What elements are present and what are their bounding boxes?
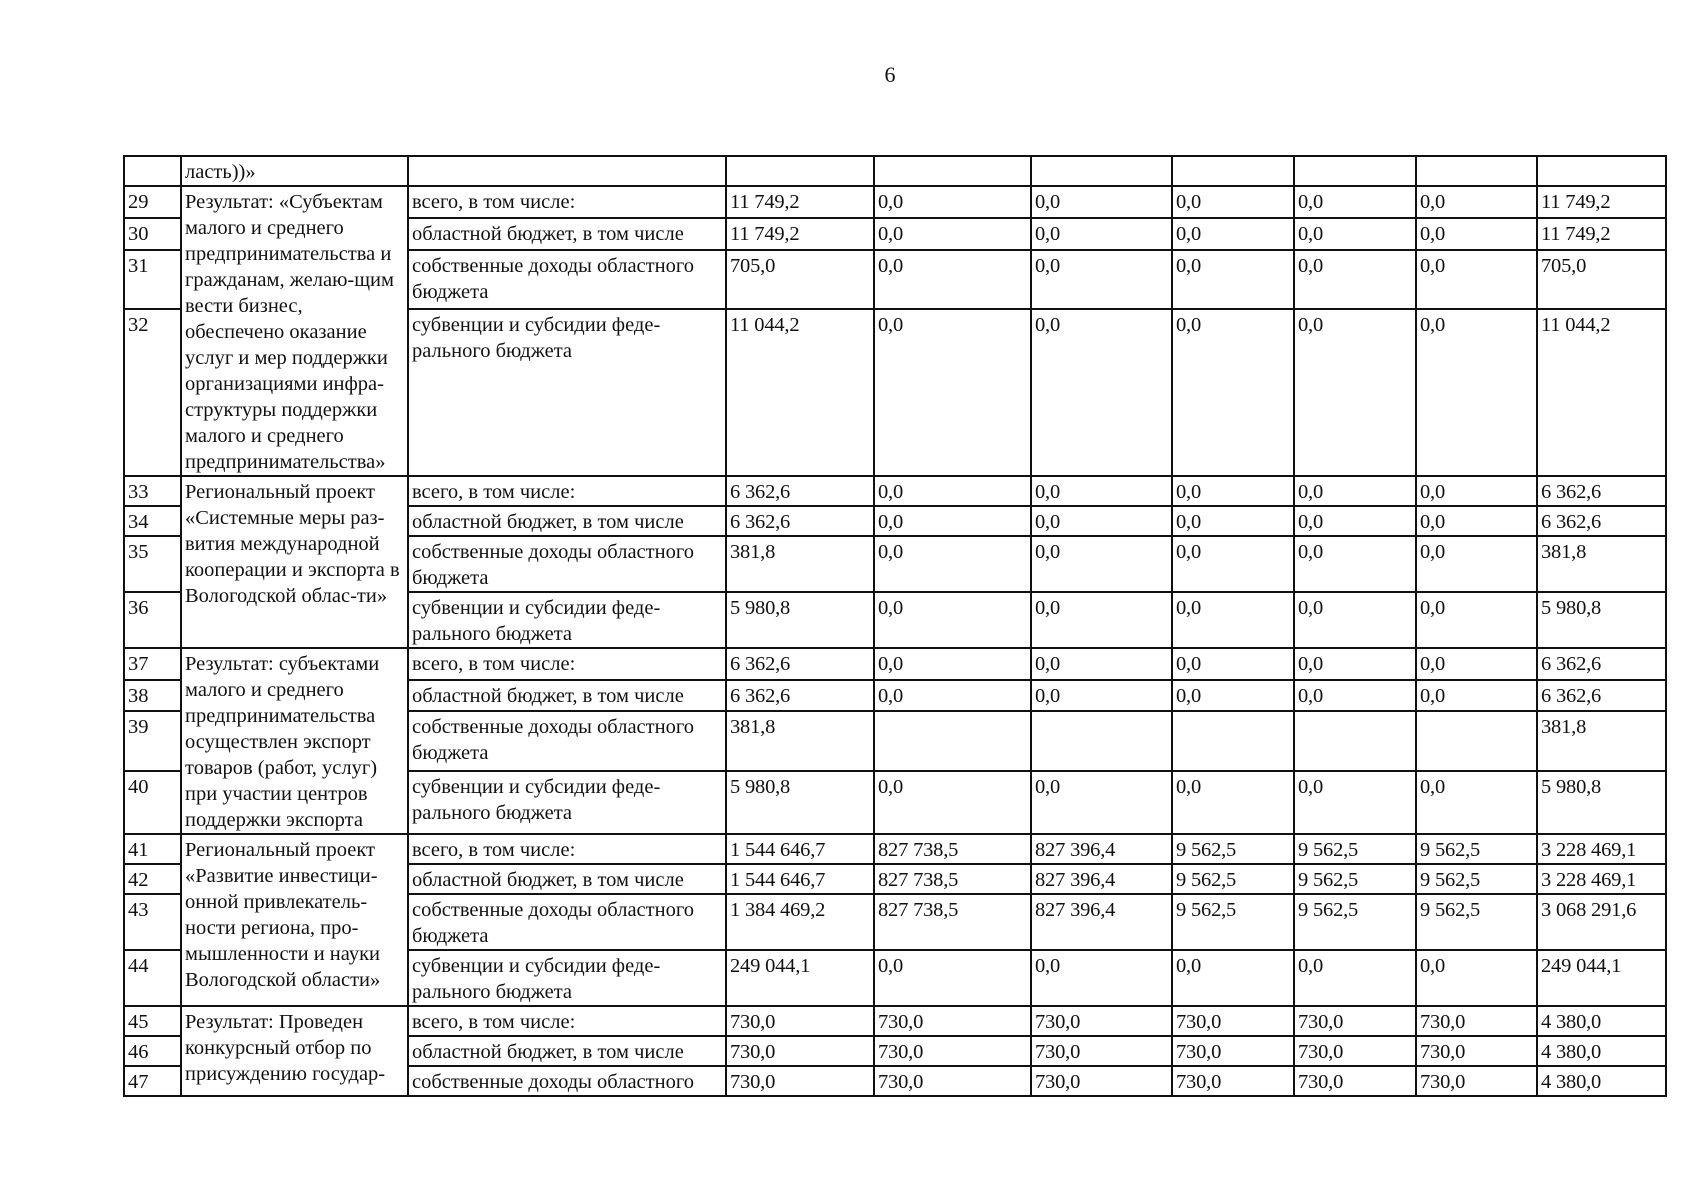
- value-cell: 0,0: [1031, 186, 1172, 218]
- value-cell: 730,0: [1031, 1066, 1172, 1096]
- value-cell: 0,0: [1031, 506, 1172, 536]
- value-cell: 0,0: [1294, 506, 1416, 536]
- value-cell: 0,0: [1416, 476, 1537, 506]
- value-cell: 0,0: [874, 950, 1031, 1006]
- value-cell: 0,0: [874, 506, 1031, 536]
- value-cell: 0,0: [1172, 680, 1294, 712]
- value-cell: 4 380,0: [1537, 1066, 1666, 1096]
- value-cell: 827 396,4: [1031, 864, 1172, 894]
- value-cell: 381,8: [726, 711, 874, 770]
- value-cell: 11 749,2: [726, 218, 874, 250]
- value-cell: 0,0: [1031, 218, 1172, 250]
- value-cell: 381,8: [1537, 711, 1666, 770]
- value-cell: 9 562,5: [1416, 894, 1537, 950]
- value-cell: 0,0: [1294, 250, 1416, 309]
- value-cell: 3 068 291,6: [1537, 894, 1666, 950]
- value-cell: 730,0: [726, 1036, 874, 1066]
- value-cell: [1172, 156, 1294, 186]
- value-cell: 1 384 469,2: [726, 894, 874, 950]
- value-cell: 827 396,4: [1031, 894, 1172, 950]
- value-cell: 0,0: [1172, 592, 1294, 648]
- value-cell: 730,0: [1172, 1066, 1294, 1096]
- value-cell: 0,0: [1172, 950, 1294, 1006]
- value-cell: 0,0: [874, 186, 1031, 218]
- value-cell: 0,0: [1294, 592, 1416, 648]
- row-number-cell: 32: [124, 309, 181, 476]
- value-cell: 0,0: [1416, 506, 1537, 536]
- row-number-cell: 37: [124, 648, 181, 680]
- value-cell: 0,0: [1172, 648, 1294, 680]
- value-cell: 0,0: [1416, 309, 1537, 476]
- value-cell: 11 749,2: [726, 186, 874, 218]
- value-cell: 0,0: [1294, 536, 1416, 592]
- value-cell: 9 562,5: [1172, 894, 1294, 950]
- value-cell: 0,0: [1031, 536, 1172, 592]
- value-cell: 730,0: [874, 1006, 1031, 1036]
- funding-source-cell: собственные доходы областного бюджета: [408, 250, 726, 309]
- value-cell: 11 749,2: [1537, 186, 1666, 218]
- value-cell: 6 362,6: [726, 680, 874, 712]
- value-cell: 730,0: [1172, 1006, 1294, 1036]
- value-cell: 0,0: [1294, 309, 1416, 476]
- value-cell: 0,0: [1172, 506, 1294, 536]
- value-cell: 3 228 469,1: [1537, 864, 1666, 894]
- value-cell: [726, 156, 874, 186]
- value-cell: 9 562,5: [1172, 864, 1294, 894]
- value-cell: [1537, 156, 1666, 186]
- value-cell: [1294, 156, 1416, 186]
- row-number-cell: 45: [124, 1006, 181, 1036]
- value-cell: 0,0: [1031, 771, 1172, 834]
- value-cell: 730,0: [1172, 1036, 1294, 1066]
- value-cell: [1416, 156, 1537, 186]
- value-cell: 0,0: [1294, 771, 1416, 834]
- budget-table-body: [124, 156, 1666, 1096]
- value-cell: 3 228 469,1: [1537, 834, 1666, 864]
- row-number-cell: 38: [124, 680, 181, 712]
- value-cell: [1416, 711, 1537, 770]
- value-cell: 0,0: [1031, 250, 1172, 309]
- value-cell: 730,0: [1416, 1066, 1537, 1096]
- value-cell: 9 562,5: [1416, 864, 1537, 894]
- table-row: [124, 476, 1666, 506]
- value-cell: 9 562,5: [1294, 864, 1416, 894]
- value-cell: 0,0: [1031, 950, 1172, 1006]
- description-cell: Результат: субъектами малого и среднего предпринимательства осуществлен экспорт товаров (работ, услуг) при участии центров поддержки экспорта: [181, 648, 408, 834]
- value-cell: 0,0: [1172, 186, 1294, 218]
- funding-source-cell: субвенции и субсидии феде-рального бюджета: [408, 309, 726, 476]
- table-row: [124, 1006, 1666, 1036]
- row-number-cell: 39: [124, 711, 181, 770]
- value-cell: 9 562,5: [1294, 894, 1416, 950]
- funding-source-cell: субвенции и субсидии феде-рального бюджета: [408, 771, 726, 834]
- row-number-cell: 35: [124, 536, 181, 592]
- value-cell: 730,0: [1294, 1006, 1416, 1036]
- description-cell: Региональный проект «Системные меры раз-вития международной кооперации и экспорта в Вологодской облас-ти»: [181, 476, 408, 648]
- value-cell: 9 562,5: [1294, 834, 1416, 864]
- table-row: [124, 186, 1666, 218]
- value-cell: 249 044,1: [726, 950, 874, 1006]
- value-cell: 0,0: [874, 771, 1031, 834]
- funding-source-cell: всего, в том числе:: [408, 834, 726, 864]
- value-cell: 0,0: [874, 648, 1031, 680]
- value-cell: 0,0: [1172, 218, 1294, 250]
- value-cell: 0,0: [1172, 250, 1294, 309]
- value-cell: 0,0: [874, 536, 1031, 592]
- funding-source-cell: областной бюджет, в том числе: [408, 1036, 726, 1066]
- value-cell: 6 362,6: [1537, 648, 1666, 680]
- funding-source-cell: областной бюджет, в том числе: [408, 218, 726, 250]
- value-cell: 730,0: [726, 1006, 874, 1036]
- value-cell: 0,0: [1172, 771, 1294, 834]
- value-cell: 0,0: [1416, 186, 1537, 218]
- value-cell: 6 362,6: [1537, 476, 1666, 506]
- page-number: 6: [884, 62, 896, 87]
- value-cell: 1 544 646,7: [726, 864, 874, 894]
- value-cell: 5 980,8: [726, 771, 874, 834]
- value-cell: 730,0: [1031, 1036, 1172, 1066]
- value-cell: 0,0: [1031, 680, 1172, 712]
- value-cell: [874, 711, 1031, 770]
- row-number-cell: 42: [124, 864, 181, 894]
- funding-source-cell: областной бюджет, в том числе: [408, 680, 726, 712]
- value-cell: 6 362,6: [1537, 506, 1666, 536]
- value-cell: 5 980,8: [1537, 592, 1666, 648]
- row-number-cell: 33: [124, 476, 181, 506]
- value-cell: 9 562,5: [1416, 834, 1537, 864]
- value-cell: 730,0: [1416, 1036, 1537, 1066]
- description-cell: Региональный проект «Развитие инвестици-онной привлекатель-ности региона, про-мышленности и науки Вологодской области»: [181, 834, 408, 1006]
- value-cell: 0,0: [1172, 476, 1294, 506]
- row-number-cell: 47: [124, 1066, 181, 1096]
- value-cell: 0,0: [1416, 218, 1537, 250]
- description-cell: ласть))»: [181, 156, 408, 186]
- value-cell: 0,0: [1031, 592, 1172, 648]
- value-cell: 827 738,5: [874, 834, 1031, 864]
- value-cell: 0,0: [1294, 186, 1416, 218]
- funding-source-cell: собственные доходы областного: [408, 1066, 726, 1096]
- value-cell: 381,8: [1537, 536, 1666, 592]
- value-cell: 6 362,6: [1537, 680, 1666, 712]
- value-cell: 705,0: [1537, 250, 1666, 309]
- row-number-cell: 43: [124, 894, 181, 950]
- value-cell: 0,0: [874, 218, 1031, 250]
- value-cell: 0,0: [1294, 680, 1416, 712]
- funding-source-cell: областной бюджет, в том числе: [408, 506, 726, 536]
- value-cell: 9 562,5: [1172, 834, 1294, 864]
- value-cell: 5 980,8: [726, 592, 874, 648]
- funding-source-cell: всего, в том числе:: [408, 648, 726, 680]
- row-number-cell: 36: [124, 592, 181, 648]
- value-cell: 0,0: [1031, 648, 1172, 680]
- value-cell: 0,0: [1416, 250, 1537, 309]
- value-cell: 11 749,2: [1537, 218, 1666, 250]
- row-number-cell: 34: [124, 506, 181, 536]
- value-cell: 0,0: [1416, 950, 1537, 1006]
- value-cell: [1294, 711, 1416, 770]
- value-cell: 827 738,5: [874, 894, 1031, 950]
- funding-source-cell: всего, в том числе:: [408, 1006, 726, 1036]
- funding-source-cell: собственные доходы областного бюджета: [408, 894, 726, 950]
- value-cell: 827 396,4: [1031, 834, 1172, 864]
- value-cell: 11 044,2: [1537, 309, 1666, 476]
- value-cell: 0,0: [1031, 309, 1172, 476]
- value-cell: [874, 156, 1031, 186]
- row-number-cell: 30: [124, 218, 181, 250]
- value-cell: 6 362,6: [726, 506, 874, 536]
- value-cell: [1172, 711, 1294, 770]
- value-cell: 0,0: [874, 680, 1031, 712]
- funding-source-cell: [408, 156, 726, 186]
- value-cell: 730,0: [1031, 1006, 1172, 1036]
- value-cell: 249 044,1: [1537, 950, 1666, 1006]
- value-cell: 0,0: [1416, 771, 1537, 834]
- table-row: [124, 834, 1666, 864]
- value-cell: [1031, 711, 1172, 770]
- row-number-cell: 44: [124, 950, 181, 1006]
- value-cell: 11 044,2: [726, 309, 874, 476]
- value-cell: 0,0: [1416, 648, 1537, 680]
- value-cell: 0,0: [1416, 536, 1537, 592]
- row-number-cell: [124, 156, 181, 186]
- row-number-cell: 31: [124, 250, 181, 309]
- value-cell: 0,0: [1416, 680, 1537, 712]
- description-cell: Результат: «Субъектам малого и среднего предпринимательства и гражданам, желаю-щим вести бизнес, обеспечено оказание услуг и мер поддержки организациями инфра-структуры поддержки малого и среднего предпринимательства»: [181, 186, 408, 476]
- funding-source-cell: всего, в том числе:: [408, 186, 726, 218]
- value-cell: 1 544 646,7: [726, 834, 874, 864]
- value-cell: 0,0: [874, 250, 1031, 309]
- value-cell: [1031, 156, 1172, 186]
- value-cell: 6 362,6: [726, 476, 874, 506]
- funding-source-cell: собственные доходы областного бюджета: [408, 536, 726, 592]
- value-cell: 4 380,0: [1537, 1006, 1666, 1036]
- budget-table: [123, 155, 1667, 1097]
- value-cell: 0,0: [874, 476, 1031, 506]
- value-cell: 4 380,0: [1537, 1036, 1666, 1066]
- value-cell: 0,0: [874, 592, 1031, 648]
- funding-source-cell: собственные доходы областного бюджета: [408, 711, 726, 770]
- value-cell: 730,0: [874, 1066, 1031, 1096]
- table-row: [124, 156, 1666, 186]
- value-cell: 730,0: [726, 1066, 874, 1096]
- row-number-cell: 29: [124, 186, 181, 218]
- value-cell: 730,0: [1294, 1036, 1416, 1066]
- value-cell: 730,0: [874, 1036, 1031, 1066]
- table-row: [124, 648, 1666, 680]
- value-cell: 0,0: [1172, 309, 1294, 476]
- funding-source-cell: областной бюджет, в том числе: [408, 864, 726, 894]
- value-cell: 0,0: [1416, 592, 1537, 648]
- funding-source-cell: всего, в том числе:: [408, 476, 726, 506]
- value-cell: 6 362,6: [726, 648, 874, 680]
- funding-source-cell: субвенции и субсидии феде-рального бюджета: [408, 592, 726, 648]
- value-cell: 730,0: [1294, 1066, 1416, 1096]
- value-cell: 5 980,8: [1537, 771, 1666, 834]
- description-cell: Результат: Проведен конкурсный отбор по присуждению государ-: [181, 1006, 408, 1096]
- value-cell: 0,0: [874, 309, 1031, 476]
- value-cell: 0,0: [1294, 648, 1416, 680]
- row-number-cell: 41: [124, 834, 181, 864]
- value-cell: 705,0: [726, 250, 874, 309]
- value-cell: 730,0: [1416, 1006, 1537, 1036]
- value-cell: 0,0: [1294, 218, 1416, 250]
- value-cell: 381,8: [726, 536, 874, 592]
- value-cell: 0,0: [1172, 536, 1294, 592]
- value-cell: 827 738,5: [874, 864, 1031, 894]
- value-cell: 0,0: [1294, 950, 1416, 1006]
- funding-source-cell: субвенции и субсидии феде-рального бюджета: [408, 950, 726, 1006]
- row-number-cell: 40: [124, 771, 181, 834]
- value-cell: 0,0: [1294, 476, 1416, 506]
- row-number-cell: 46: [124, 1036, 181, 1066]
- value-cell: 0,0: [1031, 476, 1172, 506]
